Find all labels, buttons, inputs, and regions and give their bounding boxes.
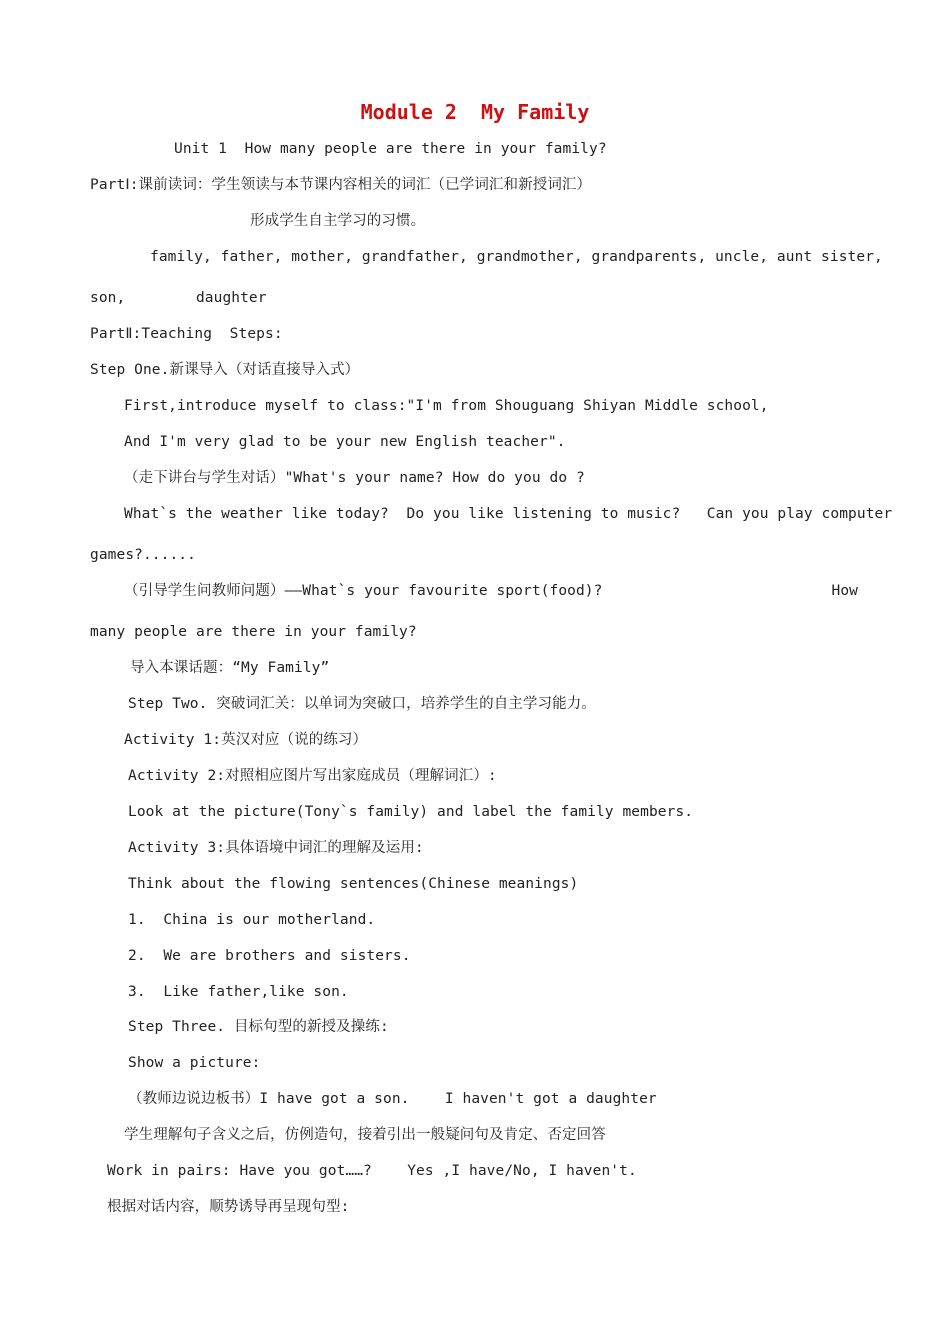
activity-3-detail: Think about the flowing sentences(Chinese meanings) — [128, 876, 579, 892]
sentence-item: 1. China is our motherland. — [128, 912, 376, 928]
vocabulary-list-continued: son, daughter — [90, 290, 267, 306]
activity-2-detail: Look at the picture(Tony`s family) and label the family members. — [128, 804, 694, 820]
vocabulary-list: family, father, mother, grandfather, grandmother, grandparents, uncle, aunt sister, — [150, 249, 883, 265]
activity-3: Activity 3:具体语境中词汇的理解及运用: — [128, 840, 424, 856]
show-picture: Show a picture: — [128, 1055, 261, 1071]
dialogue-line: And I'm very glad to be your new English teacher". — [124, 434, 566, 450]
document-title: Module 2 My Family — [360, 100, 590, 124]
sentence-item: 3. Like father,like son. — [128, 984, 349, 1000]
pair-work: Work in pairs: Have you got……? Yes ,I have/No, I haven't. — [107, 1163, 637, 1179]
sentence-item: 2. We are brothers and sisters. — [128, 948, 411, 964]
dialogue-line: （走下讲台与学生对话）"What's your name? How do you do ? — [124, 470, 585, 486]
unit-heading: Unit 1 How many people are there in your family? — [174, 141, 607, 157]
dialogue-line: games?...... — [90, 547, 196, 563]
dialogue-line: First,introduce myself to class:"I'm from Shouguang Shiyan Middle school, — [124, 398, 769, 414]
part-one-heading: PartⅠ:课前读词：学生领读与本节课内容相关的词汇（已学词汇和新授词汇） — [90, 177, 592, 193]
step-three-heading: Step Three. 目标句型的新授及操练: — [128, 1019, 389, 1035]
sentence-pattern-intro: 根据对话内容，顺势诱导再呈现句型: — [107, 1199, 350, 1215]
dialogue-line: What`s the weather like today? Do you like listening to music? Can you play computer — [124, 506, 893, 522]
topic-intro: 导入本课话题：“My Family” — [130, 660, 330, 676]
step-two-heading: Step Two. 突破词汇关：以单词为突破口，培养学生的自主学习能力。 — [128, 696, 596, 712]
dialogue-line: （引导学生问教师问题）——What`s your favourite sport(food)? — [124, 583, 603, 599]
dialogue-line-end: How — [831, 583, 858, 599]
part-one-note: 形成学生自主学习的习惯。 — [250, 213, 426, 229]
dialogue-line: many people are there in your family? — [90, 624, 417, 640]
step-one-heading: Step One.新课导入（对话直接导入式） — [90, 362, 360, 378]
student-practice: 学生理解句子含义之后，仿例造句，接着引出一般疑问句及肯定、否定回答 — [124, 1127, 606, 1143]
board-sentences: （教师边说边板书）I have got a son. I haven't got a daughter — [128, 1091, 657, 1107]
activity-1: Activity 1:英汉对应（说的练习） — [124, 732, 368, 748]
activity-2: Activity 2:对照相应图片写出家庭成员（理解词汇）: — [128, 768, 497, 784]
part-two-heading: PartⅡ:Teaching Steps: — [90, 326, 283, 342]
